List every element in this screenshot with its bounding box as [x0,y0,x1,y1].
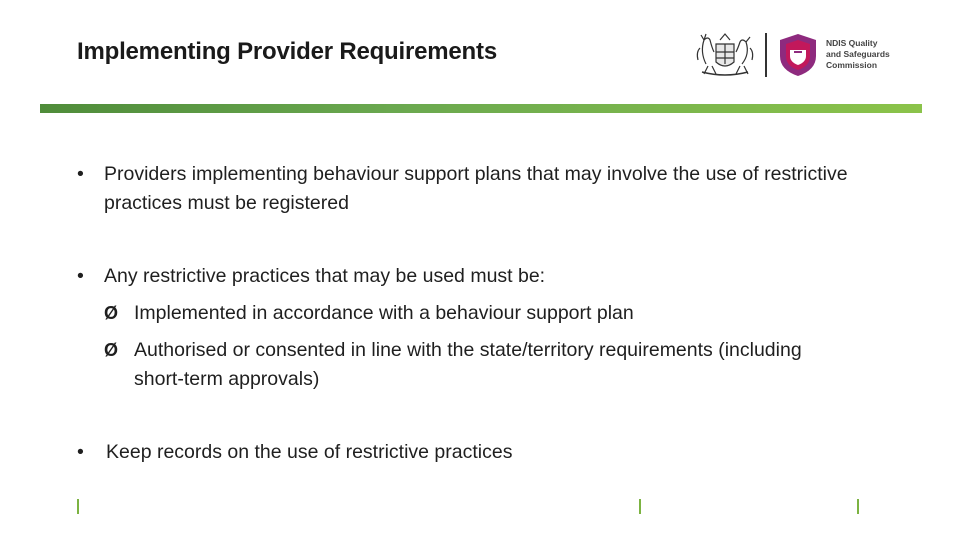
bullet-text: Keep records on the use of restrictive practices [106,441,513,463]
bullet-item [77,438,867,467]
slide-title: Implementing Provider Requirements [77,38,497,65]
footer-tick [857,499,859,514]
bullet-item [77,160,867,218]
logo-divider [765,33,767,77]
sub-bullet-item [104,299,844,328]
ndis-shield-icon [776,32,820,78]
ndis-text-line2: and Safeguards [826,49,890,59]
bullet-text: Any restrictive practices that may be used must be: [104,265,546,287]
ndis-commission-text [826,38,906,71]
footer-tick [77,499,79,514]
sub-bullet-text: Implemented in accordance with a behaviour support plan [134,302,634,324]
bullet-marker: • [77,163,84,185]
ndis-text-line1: NDIS Quality [826,38,878,48]
arrow-bullet-icon: Ø [104,303,119,323]
bullet-text: Providers implementing behaviour support plans that may involve the use of restrictive practices must be registered [104,163,848,214]
ndis-text-line3: Commission [826,60,878,70]
bullet-marker: • [77,441,84,463]
footer-tick [639,499,641,514]
sub-bullet-text: Authorised or consented in line with the state/territory requirements (including short-term approvals) [134,339,802,390]
sub-bullet-item [104,336,844,394]
bullet-marker: • [77,265,84,287]
coat-of-arms-icon [694,30,756,78]
accent-bar [40,104,922,113]
bullet-item [77,262,867,291]
arrow-bullet-icon: Ø [104,340,119,360]
